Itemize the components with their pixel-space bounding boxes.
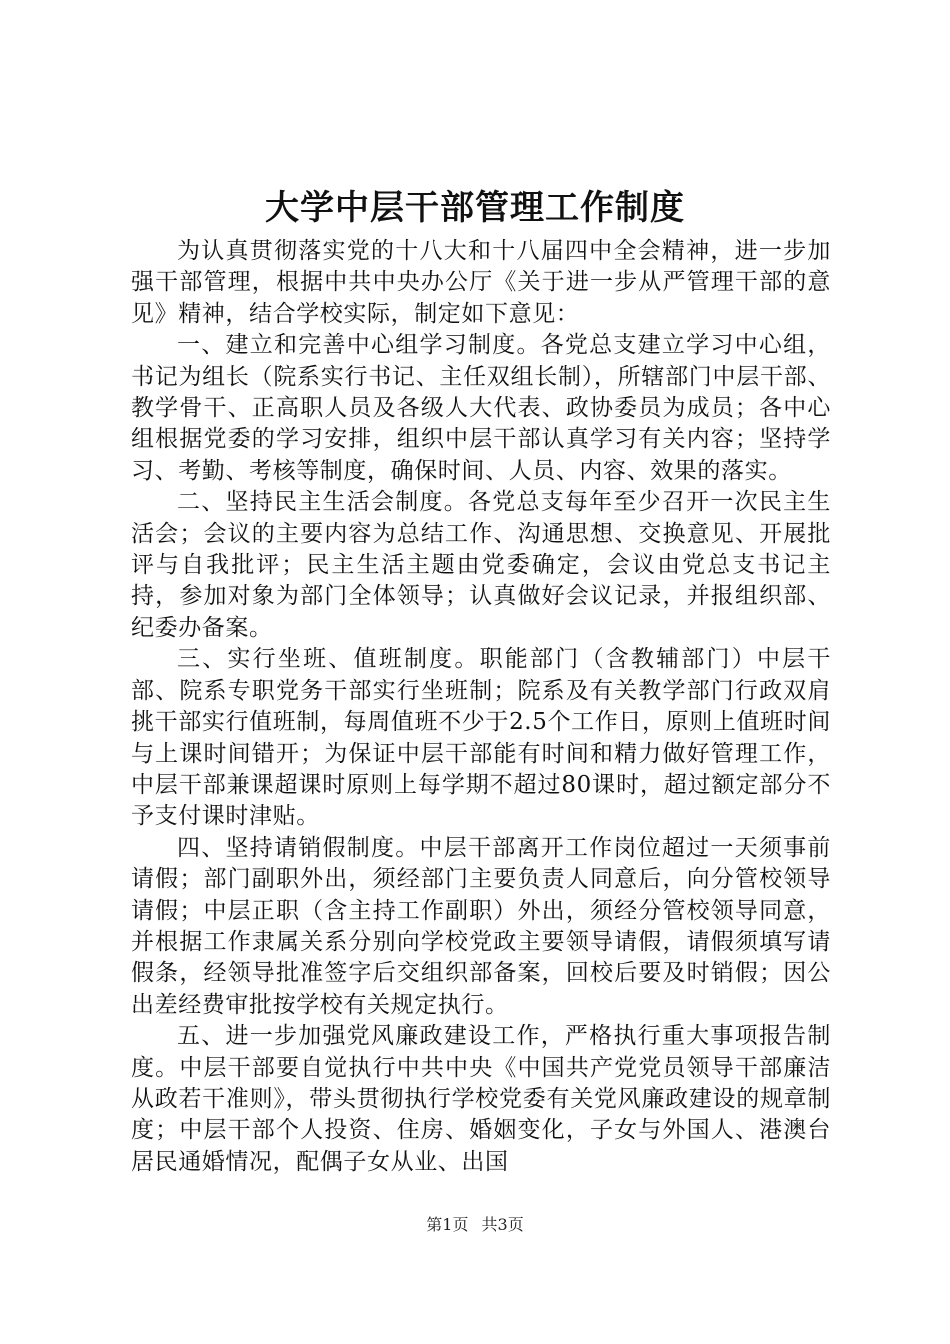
- total-pages: 共3页: [481, 1215, 524, 1234]
- document-body: [131, 236, 831, 1178]
- page-footer: [0, 1213, 950, 1237]
- section-2-paragraph: 二、坚持民主生活会制度。各党总支每年至少召开一次民主生活会；会议的主要内容为总结工作、沟通思想、交换意见、开展批评与自我批评；民主生活主题由党委确定，会议由党总支书记主持，参加对象为部门全体领导；认真做好会议记录，并报组织部、纪委办备案。: [131, 489, 831, 641]
- section-4-paragraph: 四、坚持请销假制度。中层干部离开工作岗位超过一天须事前请假；部门副职外出，须经部门主要负责人同意后，向分管校领导请假；中层正职（含主持工作副职）外出，须经分管校领导同意，并根据工作隶属关系分别向学校党政主要领导请假，请假须填写请假条，经领导批准签字后交组织部备案，回校后要及时销假；因公出差经费审批按学校有关规定执行。: [131, 834, 831, 1018]
- section-1-paragraph: 一、建立和完善中心组学习制度。各党总支建立学习中心组，书记为组长（院系实行书记、主任双组长制），所辖部门中层干部、教学骨干、正高职人员及各级人大代表、政协委员为成员；各中心组根据党委的学习安排，组织中层干部认真学习有关内容；坚持学习、考勤、考核等制度，确保时间、人员、内容、效果的落实。: [131, 332, 831, 484]
- intro-paragraph: 为认真贯彻落实党的十八大和十八届四中全会精神，进一步加强干部管理，根据中共中央办公厅《关于进一步从严管理干部的意见》精神，结合学校实际，制定如下意见：: [131, 238, 831, 327]
- section-3-paragraph: 三、实行坐班、值班制度。职能部门（含教辅部门）中层干部、院系专职党务干部实行坐班制；院系及有关教学部门行政双肩挑干部实行值班制，每周值班不少于2.5个工作日，原则上值班时间与上课时间错开；为保证中层干部能有时间和精力做好管理工作，中层干部兼课超课时原则上每学期不超过80课时，超过额定部分不予支付课时津贴。: [131, 646, 831, 830]
- page-number: 第1页: [426, 1215, 469, 1234]
- section-5-paragraph: 五、进一步加强党风廉政建设工作，严格执行重大事项报告制度。中层干部要自觉执行中共中央《中国共产党党员领导干部廉洁从政若干准则》，带头贯彻执行学校党委有关党风廉政建设的规章制度；中层干部个人投资、住房、婚姻变化，子女与外国人、港澳台居民通婚情况，配偶子女从业、出国: [131, 1023, 831, 1175]
- document-title: 大学中层干部管理工作制度: [265, 188, 685, 228]
